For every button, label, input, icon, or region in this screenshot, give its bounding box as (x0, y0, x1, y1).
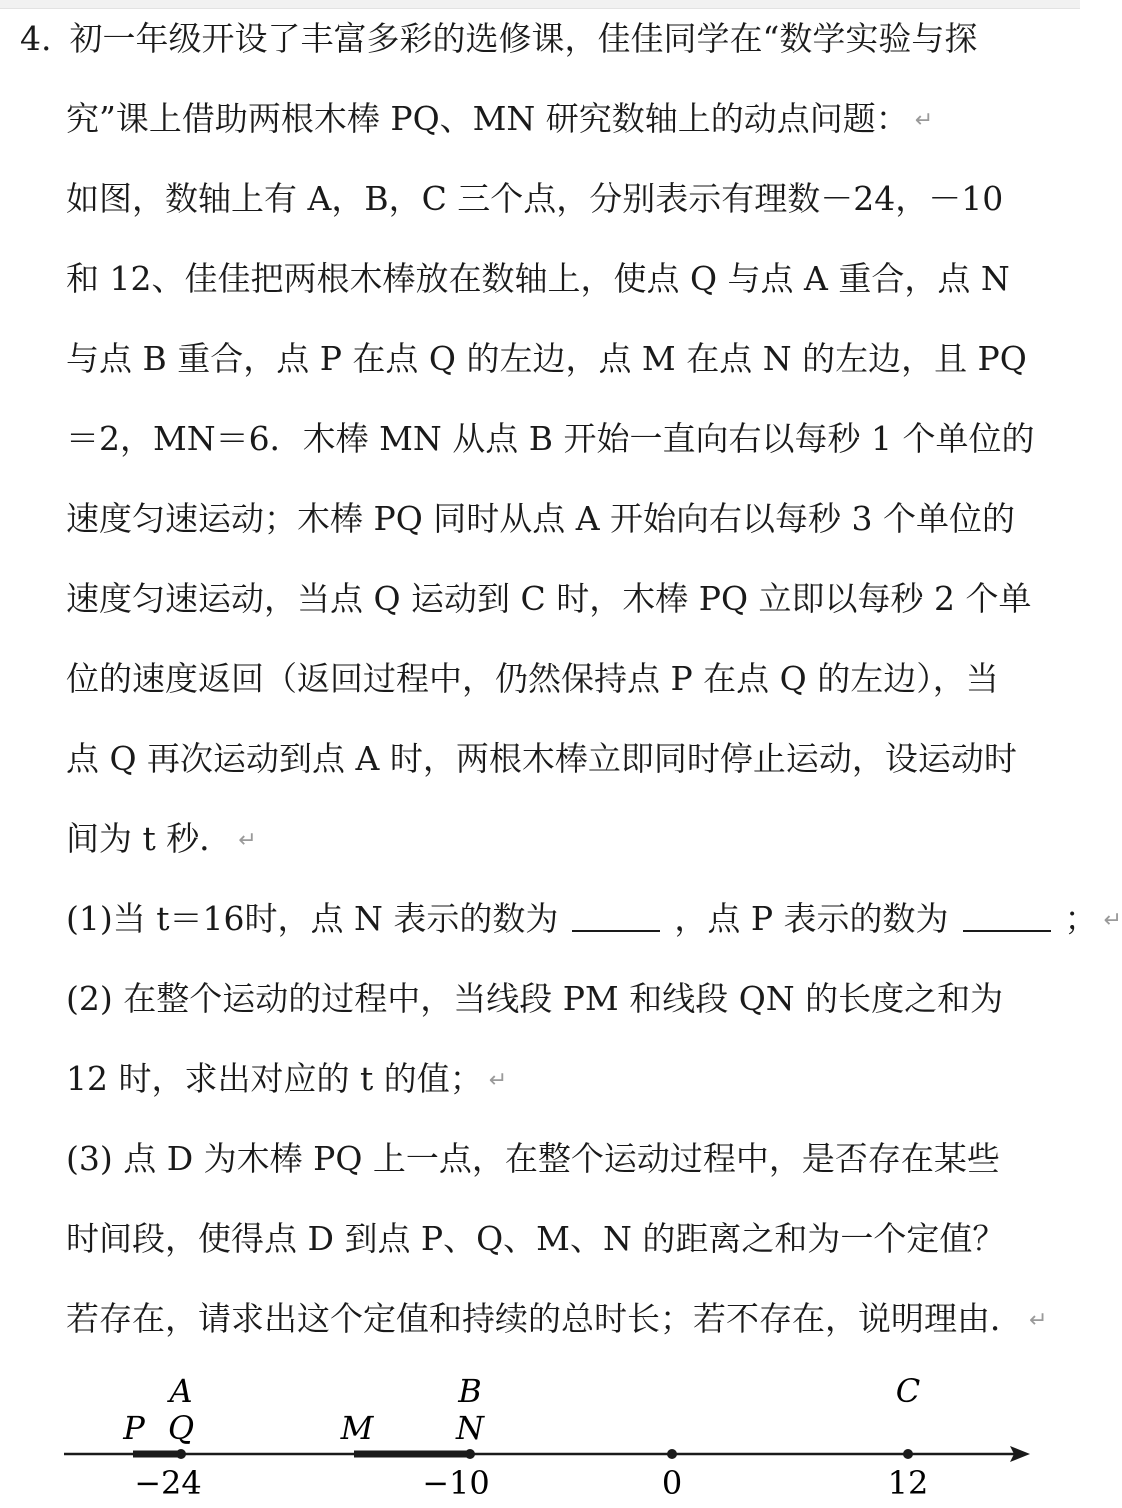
problem-text-line: 间为 t 秒． (66, 819, 233, 858)
problem-text-line: 点 Q 再次运动到点 A 时，两根木棒立即同时停止运动，设运动时 (66, 739, 1017, 778)
answer-blank-n[interactable] (572, 900, 660, 932)
answer-blank-p[interactable] (963, 900, 1051, 932)
problem-text-line: 究”课上借助两根木棒 PQ、MN 研究数轴上的动点问题： (66, 99, 909, 138)
problem-line-2 (66, 94, 1046, 144)
label-q: Q (167, 1409, 195, 1447)
problem-text-line: 和 12、佳佳把两根木棒放在数轴上，使点 Q 与点 A 重合，点 N (66, 259, 1010, 298)
question-3-line-2 (66, 1214, 1046, 1264)
paragraph-mark-icon: ↵ (238, 828, 257, 853)
top-rule (0, 0, 1080, 9)
problem-line-11 (66, 814, 1046, 864)
problem-line-6 (66, 414, 1046, 464)
label-m: M (340, 1409, 374, 1447)
tick-label-minus-24: −24 (134, 1464, 202, 1502)
label-c: C (895, 1372, 921, 1410)
question-3-line-1 (66, 1134, 1046, 1184)
number-line-figure (0, 1368, 1080, 1504)
problem-text-line: 如图，数轴上有 A，B，C 三个点，分别表示有理数－24，－10 (66, 179, 1004, 218)
problem-line-3 (66, 174, 1046, 224)
problem-line-1 (20, 14, 1046, 64)
question-2-text: (2) 在整个运动的过程中，当线段 PM 和线段 QN 的长度之和为 (66, 979, 1004, 1018)
problem-text-line: 速度匀速运动；木棒 PQ 同时从点 A 开始向右以每秒 3 个单位的 (66, 499, 1016, 538)
point-c-dot (903, 1449, 913, 1459)
problem-line-10 (66, 734, 1046, 784)
question-3-text: (3) 点 D 为木棒 PQ 上一点，在整个运动过程中，是否存在某些 (66, 1139, 1000, 1178)
question-1-text-b: ，点 P 表示的数为 (674, 899, 949, 938)
paragraph-mark-icon: ↵ (1029, 1308, 1048, 1333)
question-3-text: 时间段，使得点 D 到点 P、Q、M、N 的距离之和为一个定值？ (66, 1219, 1006, 1258)
problem-text-line: 速度匀速运动，当点 Q 运动到 C 时，木棒 PQ 立即以每秒 2 个单 (66, 579, 1032, 618)
problem-text-line: 位的速度返回（返回过程中，仍然保持点 P 在点 Q 的左边），当 (66, 659, 999, 698)
problem-text-line: 初一年级开设了丰富多彩的选修课，佳佳同学在“数学实验与探 (69, 19, 978, 58)
problem-line-5 (66, 334, 1046, 384)
problem-line-9 (66, 654, 1046, 704)
label-a: A (169, 1372, 193, 1410)
point-origin-dot (667, 1449, 677, 1459)
problem-line-8 (66, 574, 1046, 624)
problem-text-line: ＝2，MN＝6．木棒 MN 从点 B 开始一直向右以每秒 1 个单位的 (66, 419, 1035, 458)
tick-label-0: 0 (661, 1464, 683, 1502)
question-3-text: 若存在，请求出这个定值和持续的总时长；若不存在，说明理由． (66, 1299, 1023, 1338)
problem-number: 4. (20, 19, 52, 58)
problem-line-4 (66, 254, 1046, 304)
tick-label-12: 12 (887, 1464, 929, 1502)
question-2-text: 12 时，求出对应的 t 的值； (66, 1059, 483, 1098)
point-a-dot (176, 1449, 186, 1459)
label-p: P (123, 1409, 145, 1447)
question-1-end: ； (1064, 899, 1098, 938)
question-2-line-2 (66, 1054, 1046, 1104)
paragraph-mark-icon: ↵ (914, 108, 934, 133)
label-n: N (456, 1409, 484, 1447)
problem-line-7 (66, 494, 1046, 544)
tick-label-minus-10: −10 (422, 1464, 490, 1502)
label-b: B (458, 1372, 482, 1410)
question-2-line-1 (66, 974, 1046, 1024)
question-3-line-3 (66, 1294, 1046, 1344)
paragraph-mark-icon: ↵ (1103, 908, 1122, 933)
question-1 (66, 894, 1122, 944)
paragraph-mark-icon: ↵ (488, 1068, 508, 1093)
question-1-text-a: (1)当 t＝16时，点 N 表示的数为 (66, 899, 559, 938)
number-line-svg (0, 1368, 1080, 1504)
problem-text-line: 与点 B 重合，点 P 在点 Q 的左边，点 M 在点 N 的左边，且 PQ (66, 339, 1027, 378)
point-b-dot (465, 1449, 475, 1459)
